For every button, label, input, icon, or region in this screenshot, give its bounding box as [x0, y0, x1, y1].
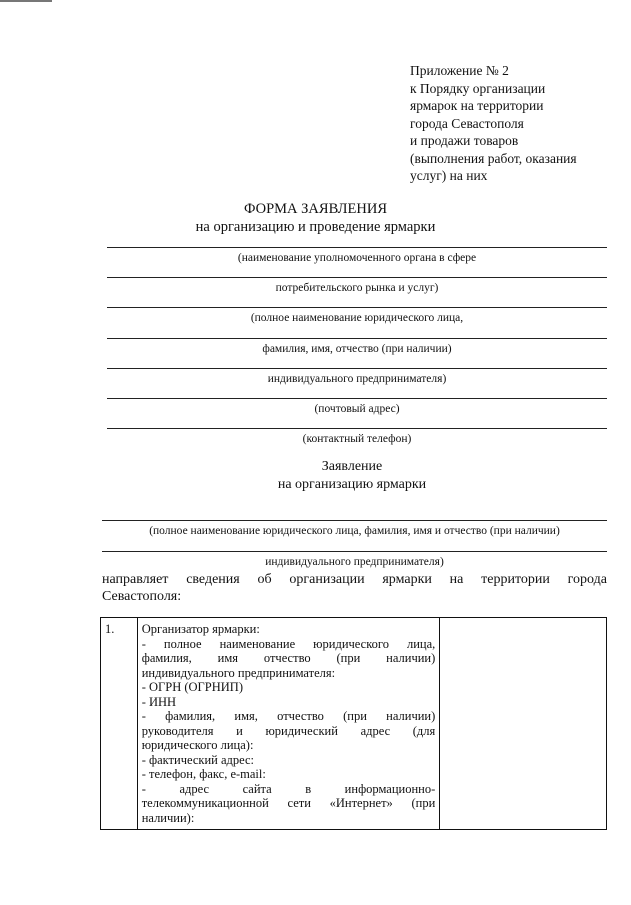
row-line: фамилия, имя отчество (при наличии)	[141, 651, 436, 665]
row-line: - ИНН	[141, 694, 177, 709]
row-line: юридического лица):	[141, 738, 254, 752]
field-caption: (полное наименование юридического лица,	[250, 312, 464, 324]
fill-line[interactable]	[107, 338, 607, 339]
fill-line[interactable]	[102, 520, 607, 521]
statement-title-block	[0, 458, 631, 494]
statement-body-line: направляет сведения об организации ярмарки на территории города	[102, 572, 607, 587]
row-line: наличии):	[141, 810, 195, 825]
statement-subtitle: на организацию ярмарки	[277, 477, 427, 492]
field-caption: индивидуального предпринимателя)	[267, 373, 447, 385]
fill-line[interactable]	[107, 247, 607, 248]
field-caption: потребительского рынка и услуг)	[275, 282, 439, 294]
appendix-line: города Севастополя	[410, 115, 524, 131]
field-caption: фамилия, имя, отчество (при наличии)	[262, 343, 452, 355]
row-number: 1.	[101, 618, 138, 830]
statement-title: Заявление	[321, 459, 383, 474]
row-line: - адрес сайта в информационно-	[141, 781, 436, 796]
statement-body	[102, 571, 607, 605]
field-caption: (наименование уполномоченного органа в сфере	[237, 252, 477, 264]
fill-line[interactable]	[107, 398, 607, 399]
row-line: - фамилия, имя, отчество (при наличии)	[141, 709, 436, 723]
row-line: - полное наименование юридического лица,	[141, 636, 436, 651]
fill-line[interactable]	[107, 277, 607, 278]
row-line: - ОГРН (ОГРНИП)	[141, 680, 243, 694]
fill-line[interactable]	[102, 551, 607, 552]
appendix-line: услуг) на них	[410, 168, 488, 183]
appendix-line: к Порядку организации	[410, 80, 546, 96]
field-caption: (почтовый адрес)	[314, 403, 400, 415]
field-caption: индивидуального предпринимателя)	[265, 556, 444, 568]
appendix-line: ярмарок на территории	[410, 98, 544, 113]
row-value-cell[interactable]	[440, 618, 607, 830]
row-line: индивидуального предпринимателя:	[141, 665, 336, 680]
fill-line[interactable]	[107, 368, 607, 369]
statement-body-line: Севастополя:	[102, 589, 182, 604]
row-line: - телефон, факс, e-mail:	[141, 767, 266, 781]
form-subtitle: на организацию и проведение ярмарки	[195, 219, 436, 235]
fill-line[interactable]	[107, 428, 607, 429]
row-line: Организатор ярмарки:	[141, 622, 260, 636]
appendix-line: Приложение № 2	[410, 63, 509, 78]
appendix-block	[410, 62, 577, 185]
row-line: телекоммуникационной сети «Интернет» (при	[141, 796, 436, 810]
fill-line[interactable]	[107, 307, 607, 308]
form-title: ФОРМА ЗАЯВЛЕНИЯ	[244, 201, 387, 217]
row-line: руководителя и юридический адрес (для	[141, 723, 436, 738]
row-line: - фактический адрес:	[141, 752, 255, 767]
appendix-line: (выполнения работ, оказания	[410, 150, 577, 166]
info-table	[100, 617, 607, 830]
row-description	[137, 618, 440, 830]
form-title-block	[0, 200, 631, 236]
field-caption: (контактный телефон)	[302, 433, 412, 445]
scan-edge-mark	[0, 0, 52, 2]
appendix-line: и продажи товаров	[410, 133, 519, 148]
table-row	[101, 618, 607, 830]
field-caption: (полное наименование юридического лица, фамилия, имя и отчество (при наличии)	[149, 525, 560, 537]
